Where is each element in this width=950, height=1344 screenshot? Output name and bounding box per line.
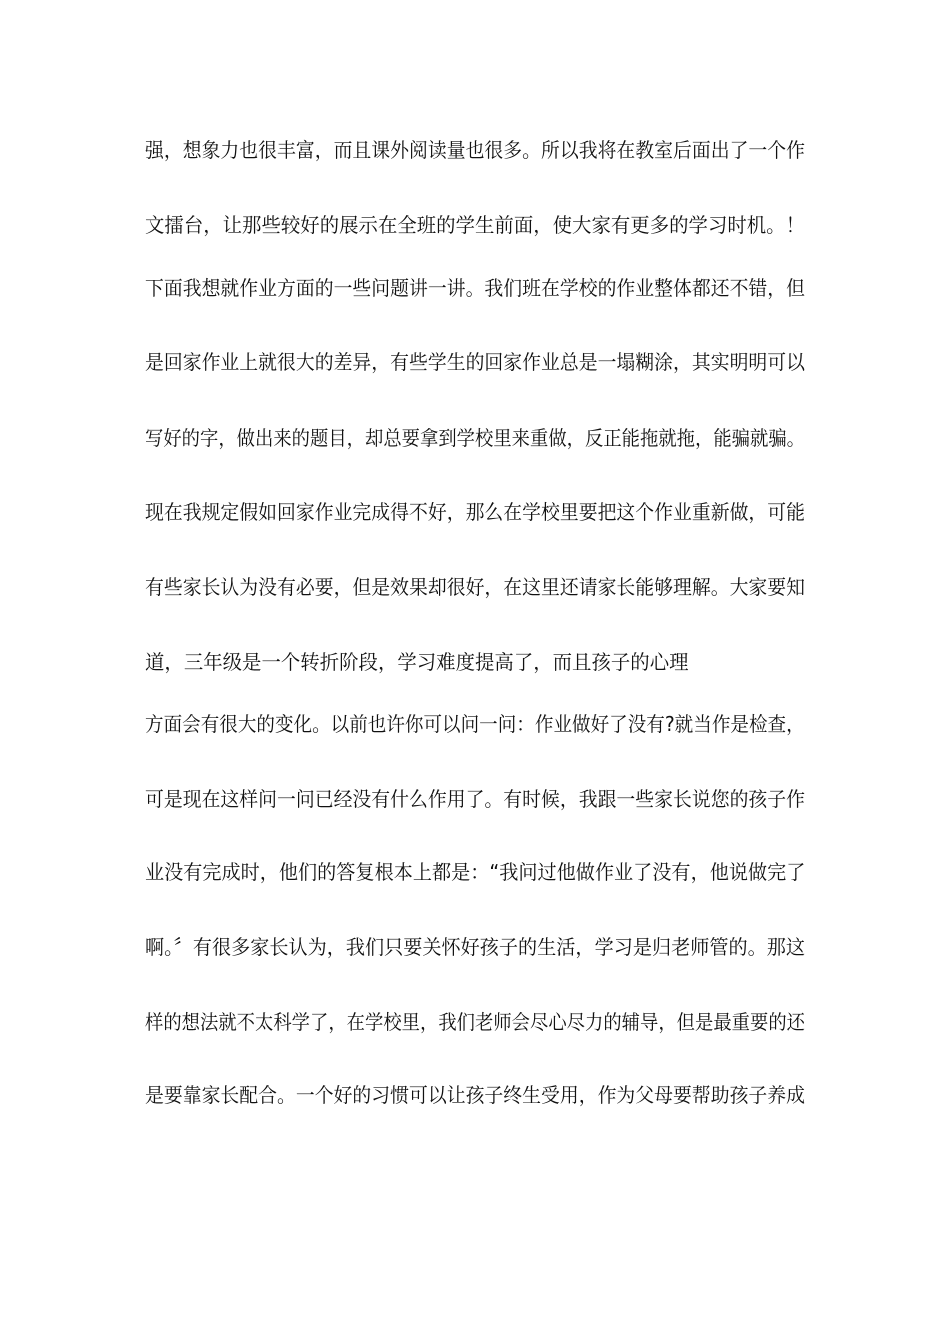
paragraph-line: 啊。〞有很多家长认为，我们只要关怀好孩子的生活，学习是归老师管的。那这 (145, 935, 805, 959)
paragraph-line: 写好的字，做出来的题目，却总要拿到学校里来重做，反正能拖就拖，能骗就骗。 (145, 426, 805, 450)
paragraph-line: 方面会有很大的变化。以前也许你可以问一问：作业做好了没有?就当作是检查， (145, 712, 805, 736)
paragraph-line: 下面我想就作业方面的一些问题讲一讲。我们班在学校的作业整体都还不错，但 (145, 276, 805, 300)
paragraph-line: 是要靠家长配合。一个好的习惯可以让孩子终生受用，作为父母要帮助孩子养成 (145, 1083, 805, 1107)
paragraph-line: 现在我规定假如回家作业完成得不好，那么在学校里要把这个作业重新做，可能 (145, 500, 805, 524)
paragraph-line: 可是现在这样问一问已经没有什么作用了。有时候，我跟一些家长说您的孩子作 (145, 787, 805, 811)
paragraph-line: 是回家作业上就很大的差异，有些学生的回家作业总是一塌糊涂，其实明明可以 (145, 350, 805, 374)
paragraph-line: 道，三年级是一个转折阶段，学习难度提高了，而且孩子的心理 (145, 650, 689, 674)
paragraph-line: 强，想象力也很丰富，而且课外阅读量也很多。所以我将在教室后面出了一个作 (145, 138, 805, 162)
paragraph-line: 样的想法就不太科学了，在学校里，我们老师会尽心尽力的辅导，但是最重要的还 (145, 1010, 805, 1034)
paragraph-line: 文擂台，让那些较好的展示在全班的学生前面，使大家有更多的学习时机。！ (145, 213, 805, 237)
paragraph-line: 业没有完成时，他们的答复根本上都是：“我问过他做作业了没有，他说做完了 (145, 860, 806, 884)
paragraph-line: 有些家长认为没有必要，但是效果却很好，在这里还请家长能够理解。大家要知 (145, 575, 805, 599)
